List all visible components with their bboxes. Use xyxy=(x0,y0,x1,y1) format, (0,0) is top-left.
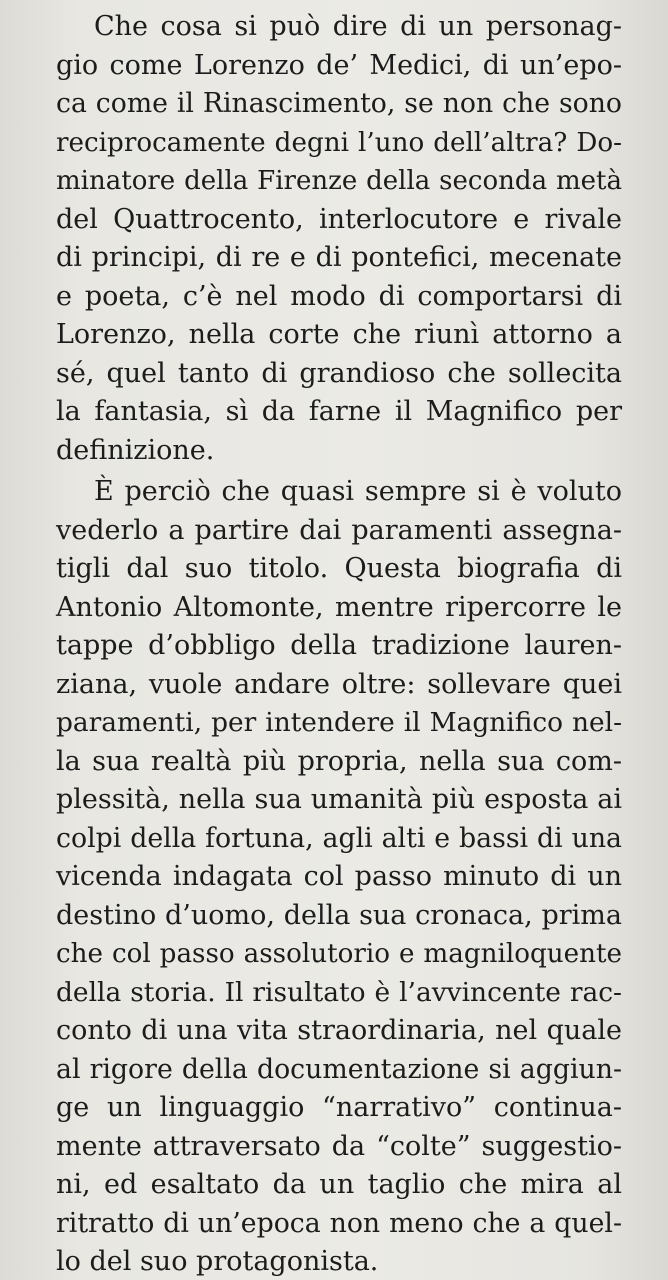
text-line: di principi, di re e di pontefici, mecenate xyxy=(56,242,622,273)
text-line: e poeta, c’è nel modo di comportarsi di xyxy=(56,280,622,312)
text-line: gio come Lorenzo de’ Medici, di un’epo- xyxy=(56,49,622,81)
text-line: ca come il Rinascimento, se non che sono xyxy=(56,88,622,119)
paragraph-1 xyxy=(56,8,622,470)
paragraph-2 xyxy=(56,473,622,1280)
text-line: conto di una vita straordinaria, nel quale xyxy=(56,1015,622,1046)
text-line: plessità, nella sua umanità più esposta ai xyxy=(56,784,622,815)
text-line: definizione. xyxy=(56,434,215,466)
text-line: lo del suo protagonista. xyxy=(56,1246,379,1277)
text-line: del Quattrocento, interlocutore e rivale xyxy=(56,203,622,235)
text-line: ni, ed esaltato da un taglio che mira al xyxy=(56,1169,622,1200)
text-line: ziana, vuole andare oltre: sollevare quei xyxy=(56,668,622,700)
text-line: vicenda indagata col passo minuto di un xyxy=(56,861,622,892)
text-line: minatore della Firenze della seconda metà xyxy=(56,166,622,196)
text-line: che col passo assolutorio e magniloquente xyxy=(56,939,622,969)
text-line: la fantasia, sì da farne il Magnifico per xyxy=(56,396,622,427)
text-line: Che cosa si può dire di un personag- xyxy=(94,11,622,42)
text-line: della storia. Il risultato è l’avvincente rac- xyxy=(56,976,622,1008)
text-line: reciprocamente degni l’uno dell’altra? Do- xyxy=(56,127,622,158)
blurb-text xyxy=(56,8,622,1280)
text-line: Antonio Altomonte, mentre ripercorre le xyxy=(56,591,622,623)
text-line: ge un linguaggio “narrativo” continua- xyxy=(56,1092,622,1123)
text-line: colpi della fortuna, agli alti e bassi di una xyxy=(56,822,622,854)
text-line: la sua realtà più propria, nella sua com- xyxy=(56,745,622,777)
text-line: sé, quel tanto di grandioso che sollecita xyxy=(56,357,622,389)
text-line: mente attraversato da “colte” suggestio- xyxy=(56,1130,622,1162)
text-line: ritratto di un’epoca non meno che a quel- xyxy=(56,1207,622,1239)
text-line: tigli dal suo titolo. Questa biografia di xyxy=(56,553,622,584)
text-line: tappe d’obbligo della tradizione lauren- xyxy=(56,630,622,661)
text-line: paramenti, per intendere il Magnifico nel- xyxy=(56,707,622,738)
text-line: vederlo a partire dai paramenti assegna- xyxy=(56,514,622,546)
text-line: È perciò che quasi sempre si è voluto xyxy=(94,476,622,507)
text-line: destino d’uomo, della sua cronaca, prima xyxy=(56,899,622,931)
text-line: Lorenzo, nella corte che riunì attorno a xyxy=(56,319,622,350)
text-line: al rigore della documentazione si aggiun- xyxy=(56,1053,622,1085)
